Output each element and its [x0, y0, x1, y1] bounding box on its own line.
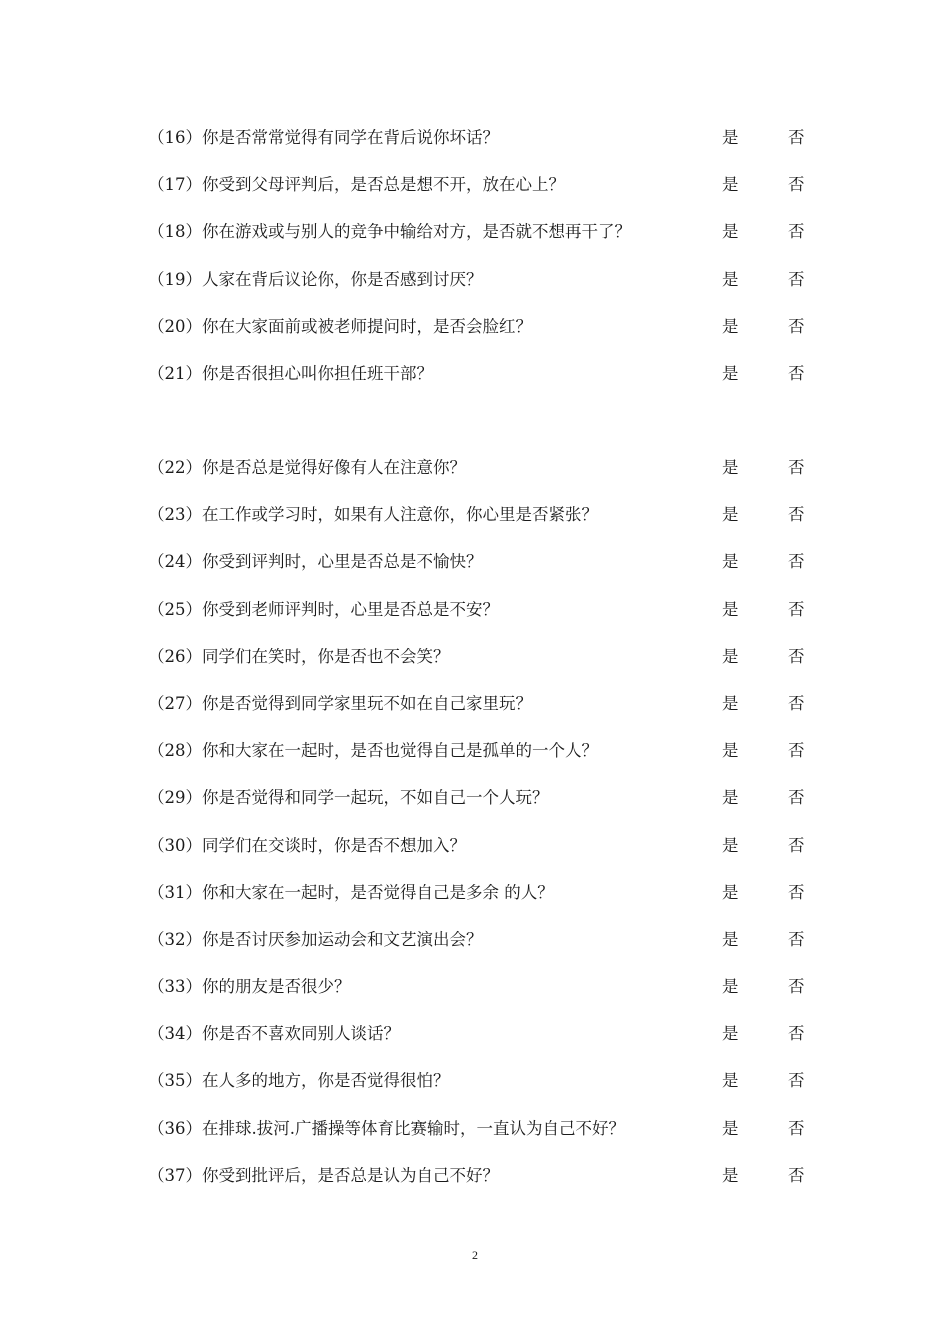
question-text: （25）你受到老师评判时，心里是否总是不安？	[148, 599, 499, 619]
answer-yes-option[interactable]: 是	[722, 363, 739, 383]
answer-yes-option[interactable]: 是	[722, 788, 739, 808]
question-row	[148, 586, 818, 633]
answer-yes-option[interactable]: 是	[722, 128, 739, 147]
answer-no-option[interactable]: 否	[788, 1165, 805, 1185]
question-text: （17）你受到父母评判后，是否总是想不开，放在心上？	[148, 175, 565, 195]
question-text: （31）你和大家在一起时，是否觉得自己是多余 的人？	[148, 882, 554, 902]
answer-no-option[interactable]: 否	[788, 693, 805, 713]
question-row	[148, 256, 818, 303]
answer-no-option[interactable]: 否	[788, 222, 805, 242]
answer-yes-option[interactable]: 是	[722, 646, 739, 666]
question-row	[148, 350, 818, 397]
question-text: （26）同学们在笑时，你是否也不会笑？	[148, 646, 450, 666]
question-row	[148, 114, 818, 161]
question-text: （37）你受到批评后，是否总是认为自己不好？	[148, 1165, 499, 1185]
question-list-16-21	[148, 114, 818, 397]
question-text: （29）你是否觉得和同学一起玩，不如自己一个人玩？	[148, 788, 549, 808]
answer-yes-option[interactable]: 是	[722, 458, 739, 477]
question-row	[148, 444, 818, 491]
question-text: （24）你受到评判时，心里是否总是不愉快？	[148, 552, 483, 572]
answer-yes-option[interactable]: 是	[722, 599, 739, 619]
question-text: （19）人家在背后议论你，你是否感到讨厌？	[148, 269, 483, 289]
question-text: （20）你在大家面前或被老师提问时，是否会脸红？	[148, 316, 532, 336]
question-text: （36）在排球.拔河.广播操等体育比赛输时，一直认为自己不好？	[148, 1118, 625, 1138]
answer-yes-option[interactable]: 是	[722, 741, 739, 761]
question-text: （23）在工作或学习时，如果有人注意你，你心里是否紧张？	[148, 505, 598, 525]
answer-no-option[interactable]: 否	[788, 552, 805, 572]
question-row	[148, 916, 818, 963]
answer-no-option[interactable]: 否	[788, 599, 805, 619]
question-text: （32）你是否讨厌参加运动会和文艺演出会？	[148, 929, 483, 949]
answer-yes-option[interactable]: 是	[722, 1165, 739, 1185]
answer-yes-option[interactable]: 是	[722, 269, 739, 289]
answer-no-option[interactable]: 否	[788, 458, 805, 477]
question-row	[148, 1105, 818, 1152]
answer-yes-option[interactable]: 是	[722, 552, 739, 572]
answer-yes-option[interactable]: 是	[722, 835, 739, 855]
answer-no-option[interactable]: 否	[788, 269, 805, 289]
question-row	[148, 633, 818, 680]
question-list-22-37	[148, 444, 818, 1199]
answer-yes-option[interactable]: 是	[722, 505, 739, 525]
question-row	[148, 869, 818, 916]
question-text: （27）你是否觉得到同学家里玩不如在自己家里玩？	[148, 693, 532, 713]
question-row	[148, 303, 818, 350]
question-text: （22）你是否总是觉得好像有人在注意你？	[148, 458, 466, 477]
answer-no-option[interactable]: 否	[788, 882, 805, 902]
answer-no-option[interactable]: 否	[788, 128, 805, 147]
question-row	[148, 1010, 818, 1057]
answer-no-option[interactable]: 否	[788, 929, 805, 949]
question-text: （16）你是否常常觉得有同学在背后说你坏话？	[148, 128, 499, 147]
question-row	[148, 727, 818, 774]
answer-yes-option[interactable]: 是	[722, 977, 739, 997]
question-text: （18）你在游戏或与别人的竞争中输给对方，是否就不想再干了？	[148, 222, 631, 242]
question-text: （35）在人多的地方，你是否觉得很怕？	[148, 1071, 450, 1091]
answer-no-option[interactable]: 否	[788, 646, 805, 666]
answer-no-option[interactable]: 否	[788, 1071, 805, 1091]
answer-yes-option[interactable]: 是	[722, 1118, 739, 1138]
question-row	[148, 491, 818, 538]
page-number: 2	[472, 1248, 478, 1262]
answer-no-option[interactable]: 否	[788, 835, 805, 855]
answer-no-option[interactable]: 否	[788, 1024, 805, 1044]
question-row	[148, 208, 818, 255]
question-text: （33）你的朋友是否很少？	[148, 977, 351, 997]
question-row	[148, 774, 818, 821]
question-row	[148, 963, 818, 1010]
answer-no-option[interactable]: 否	[788, 788, 805, 808]
answer-no-option[interactable]: 否	[788, 741, 805, 761]
question-text: （21）你是否很担心叫你担任班干部？	[148, 363, 433, 383]
question-row	[148, 822, 818, 869]
question-row	[148, 1057, 818, 1104]
answer-yes-option[interactable]: 是	[722, 929, 739, 949]
answer-no-option[interactable]: 否	[788, 175, 805, 195]
answer-yes-option[interactable]: 是	[722, 175, 739, 195]
question-text: （34）你是否不喜欢同别人谈话？	[148, 1024, 400, 1044]
question-row	[148, 1152, 818, 1199]
question-row	[148, 680, 818, 727]
question-row	[148, 538, 818, 585]
answer-yes-option[interactable]: 是	[722, 316, 739, 336]
answer-yes-option[interactable]: 是	[722, 222, 739, 242]
answer-no-option[interactable]: 否	[788, 1118, 805, 1138]
answer-yes-option[interactable]: 是	[722, 1071, 739, 1091]
question-text: （28）你和大家在一起时，是否也觉得自己是孤单的一个人？	[148, 741, 598, 761]
answer-no-option[interactable]: 否	[788, 363, 805, 383]
question-row	[148, 161, 818, 208]
answer-no-option[interactable]: 否	[788, 505, 805, 525]
answer-yes-option[interactable]: 是	[722, 882, 739, 902]
question-text: （30）同学们在交谈时，你是否不想加入？	[148, 835, 466, 855]
answer-no-option[interactable]: 否	[788, 977, 805, 997]
answer-no-option[interactable]: 否	[788, 316, 805, 336]
answer-yes-option[interactable]: 是	[722, 1024, 739, 1044]
answer-yes-option[interactable]: 是	[722, 693, 739, 713]
